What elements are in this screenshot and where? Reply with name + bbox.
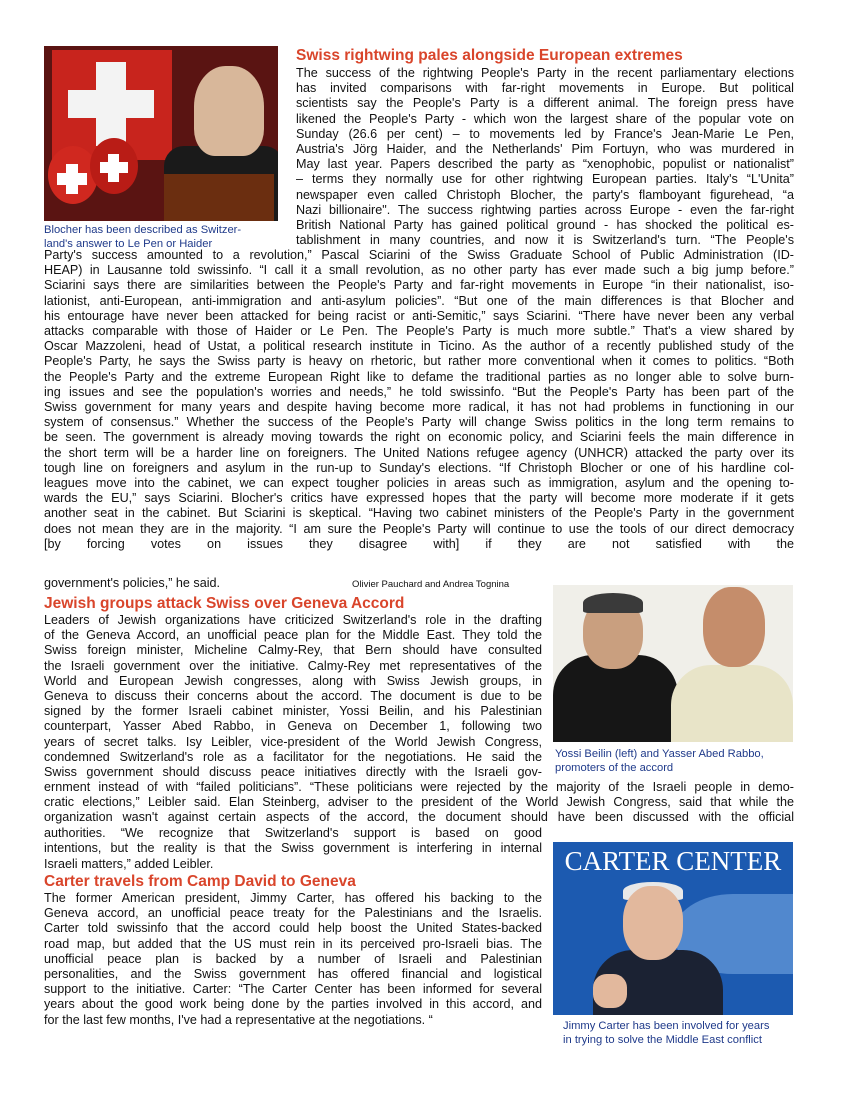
text-line: Geneva accord, an unofficial peace treaty for the Palestinians and the Israelis. (44, 906, 542, 921)
article1-body-top (296, 66, 794, 248)
caption-line: land's answer to Le Pen or Haider (44, 237, 213, 250)
text-line: authorities. “We recognize that Switzerland's support is based on good (44, 826, 542, 840)
text-line: personalities, and the Swiss government has offered financial and logistical (44, 967, 542, 982)
text-line: cratic elections,” Leibler said. Elan Steinberg, adviser to the president of the World Jewish Congress, said that while the (44, 795, 794, 810)
text-line: years about the good work being done by the parties involved in this accord, and (44, 997, 542, 1012)
text-line: Oscar Mazzoleni, head of Ustat, a political research institute in Ticino. As the author of a recently published study of the (44, 339, 794, 354)
article1-byline: Olivier Pauchard and Andrea Tognina (352, 579, 510, 590)
text-line: system of consensus.” Whether the success of the People's Party will change Swiss politics in the long term remains to (44, 415, 794, 430)
text-line: scientists say the People's Party is a different animal. The foreign press have (296, 96, 794, 111)
text-line: Carter told swissinfo that the accord could help boost the United States-backed (44, 921, 542, 936)
text-line: has invited comparisons with far-right movements in Europe. But political (296, 81, 794, 96)
text-line: Nazi billionaire". The success rightwing parties across Europe - even the far-right (296, 202, 794, 217)
text-line: intentions, but the reality is that the Swiss government is interfering in internal (44, 841, 542, 856)
text-line: signed by the former Israeli cabinet minister, Yossi Beilin, and his Palestinian (44, 704, 542, 719)
caption-line: promoters of the accord (555, 761, 674, 774)
beilin-rabbo-photo (553, 585, 793, 742)
article1-body (44, 248, 794, 552)
caption-line: Blocher has been described as Switzer- (44, 224, 242, 236)
text-line: unofficial peace plan is backed by a number of Israeli and Palestinian (44, 951, 542, 966)
caption-line: in trying to solve the Middle East conflict (563, 1033, 762, 1046)
text-line: – terms they normally use for other rightwing European parties. Italy's “L'Unita” (296, 172, 794, 187)
text-line: road map, but added that the US must rein in its perceived pro-Israeli bias. The (44, 936, 542, 951)
text-line: Sciarini says there are similarities between the People's Party and far-right movements in Europe “in their nationalist, iso- (44, 278, 794, 293)
text-line: ing issues and see the population's worries and needs,” he told swissinfo. “But the People's Party has been part of the (44, 384, 794, 399)
caption-line: Jimmy Carter has been involved for years (563, 1020, 770, 1032)
article2-body-left2 (44, 826, 542, 856)
text-line: [by forcing votes on issues they disagree with] if they are not satisfied with the (44, 536, 794, 551)
text-line: of the Geneva Accord, an unofficial peace plan for the Middle East. They told the (44, 628, 542, 643)
text-line: Leaders of Jewish organizations have criticized Switzerland's role in the drafting (44, 613, 542, 627)
text-line: newspaper even called Christoph Blocher, the party's flamboyant figurehead, “a (296, 187, 794, 202)
text-line: Party's success amounted to a revolution,” Pascal Sciarini of the Swiss Graduate School of Public Administration (ID- (44, 248, 794, 262)
text-line: attacks comparable with those of Haider or Le Pen. The People's Party is much more subtle.” That's a view shared by (44, 324, 794, 339)
photo1-caption (44, 224, 278, 251)
text-line: lationist, anti-European, anti-immigration and anti-asylum policies”. “But one of the main differences is that Blocher and (44, 293, 794, 308)
text-line: another seat in the cabinet. But Sciarini is skeptical. “Having two cabinet ministers of the People's Party in the government (44, 506, 794, 521)
text-line: support to the initiative. Carter: “The Carter Center has been informed for several (44, 982, 542, 997)
text-line: World and European Jewish congresses, along with Swiss Jewish groups, in (44, 673, 542, 688)
text-line: Swiss government for many years and despite having become more radical, it has not had problems in functioning in our (44, 400, 794, 415)
text-line: tablishment in many countries, and now it is Switzerland's turn. “The People's (296, 233, 794, 248)
text-line: HEAP) in Lausanne told swissinfo. “I call it a small revolution, as no other party has ever made such a big jump before.” (44, 263, 794, 278)
text-line: the Israeli government over the initiative. Calmy-Rey met representatives of the (44, 658, 542, 673)
text-line: British National Party has gained political ground - has shocked the political es- (296, 218, 794, 233)
text-line: May last year. Papers described the party as “xenophobic, populist or nationalist” (296, 157, 794, 172)
text-line: likened the People's Party - which won the largest share of the popular vote on (296, 111, 794, 126)
text-line: counterpart, Yasser Abed Rabbo, in Geneva on December 1, following two (44, 719, 542, 734)
text-line: The success of the rightwing People's Party in the recent parliamentary elections (296, 66, 794, 80)
text-line: does not mean they are in the majority. “I am sure the People's Party will continue to use the tools of our direct democracy (44, 521, 794, 536)
article2-body (44, 780, 794, 826)
text-line: Swiss foreign minister, Micheline Calmy-Rey, that Bern should have consulted (44, 643, 542, 658)
text-line: tough line on foreigners and asylum in the run-up to Sunday's elections. “If Christoph Blocher or one of his hardline col- (44, 460, 794, 475)
article3-title: Carter travels from Camp David to Geneva (44, 873, 356, 890)
text-line: Swiss government should discuss peace initiatives directly with the Israeli gov- (44, 765, 542, 780)
article1-last-line: government's policies,” he said. (44, 576, 221, 590)
carter-photo (553, 842, 793, 1015)
article2-last-line: Israeli matters,” added Leibler. (44, 857, 214, 871)
text-line: ernment instead of with “failed politicians”. “These politicians were rejected by the majority of the Israeli people in demo- (44, 780, 794, 794)
blocher-photo (44, 46, 278, 221)
article3-body (44, 891, 542, 1013)
text-line: be seen. The government is already moving towards the right on economic policy, and Sciarini feels the main difference in (44, 430, 794, 445)
article3-last-line: for the last few months, I've had a representative at the negotiations. “ (44, 1013, 433, 1027)
text-line: leagues move into the cabinet, we can expect tougher policies in areas such as immigration, asylum and the opening to- (44, 476, 794, 491)
article2-title: Jewish groups attack Swiss over Geneva Accord (44, 595, 405, 612)
text-line: Geneva to discuss their concerns about the accord. The document is due to be (44, 689, 542, 704)
article1-title: Swiss rightwing pales alongside European extremes (296, 47, 683, 64)
text-line: The former American president, Jimmy Carter, has offered his backing to the (44, 891, 542, 905)
text-line: People's Party, he says the Swiss party is heavy on rhetoric, but rather more conventional when it comes to politics. “Both (44, 354, 794, 369)
text-line: Sunday (26.6 per cent) – to movements led by France's Jean-Marie Le Pen, (296, 126, 794, 141)
carter-center-sign: CARTER CENTER (564, 846, 782, 876)
text-line: wards the EU,” says Sciarini. Blocher's critics have expressed hopes that the party will become more moderate if it gets (44, 491, 794, 506)
article2-body-left (44, 613, 542, 780)
text-line: condemned Switzerland's role as a facilitator for the negotiations. He said the (44, 749, 542, 764)
text-line: the short term will be a harder line on foreigners. The United Nations refugee agency (UNHCR) attacked the party over its (44, 445, 794, 460)
text-line: years of secret talks. Isy Leibler, vice-president of the World Jewish Congress, (44, 734, 542, 749)
text-line: organization wasn't against certain aspects of the accord, the document should have been discussed with the official (44, 810, 794, 825)
text-line: his entourage have never been attacked for being racist or anti-Semitic,” says Sciarini. “There have never been any verbal (44, 308, 794, 323)
caption-line: Yossi Beilin (left) and Yasser Abed Rabbo, (555, 748, 764, 760)
photo2-caption (555, 748, 795, 775)
text-line: the People's Party and the extreme European Right like to defame the traditional parties as no longer able to solve burn- (44, 369, 794, 384)
text-line: Austria's Jörg Haider, and the Netherlands' Pim Fortuyn, who was murdered in (296, 142, 794, 157)
photo3-caption (563, 1020, 803, 1047)
